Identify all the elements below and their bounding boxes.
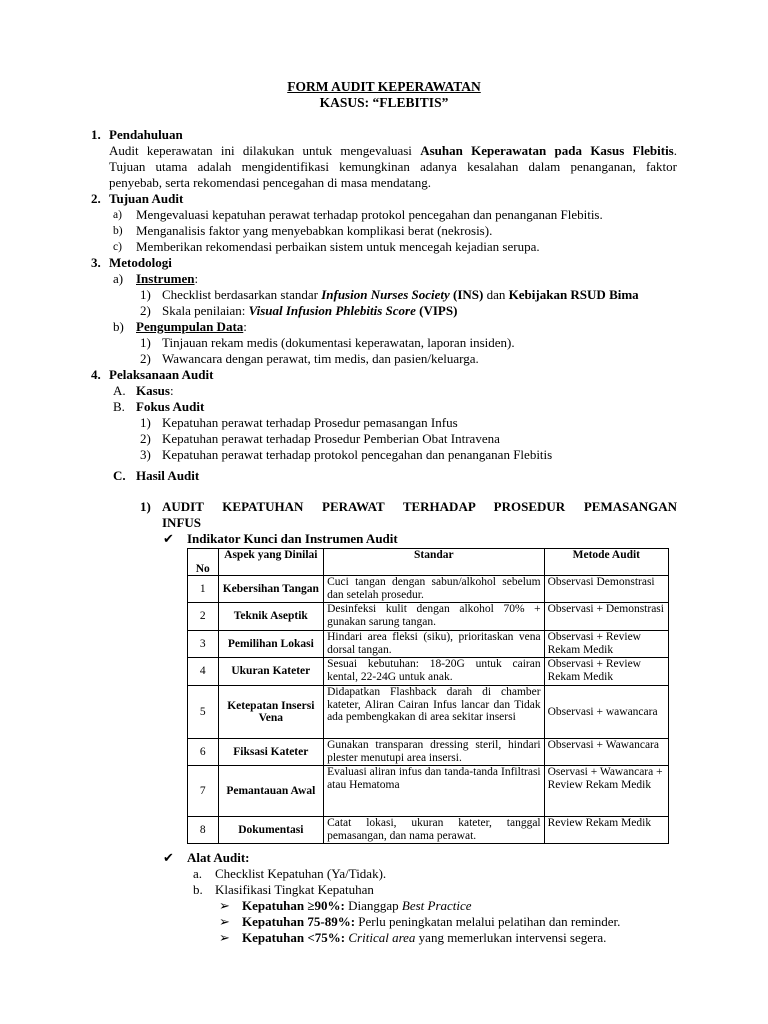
cell-standar: Catat lokasi, ukuran kateter, tanggal pemasangan, dan nama perawat. <box>324 817 545 844</box>
kepatuhan-low: Kepatuhan <75%: Critical area yang memerlukan intervensi segera. <box>242 930 607 945</box>
fokus-item-marker: 1) <box>140 415 151 430</box>
section3b2-marker: 2) <box>140 351 151 366</box>
audit1-title-line2: INFUS <box>162 515 202 530</box>
section3a1-marker: 1) <box>140 287 151 302</box>
section3b1-marker: 1) <box>140 335 151 350</box>
section3a1-text: Checklist berdasarkan standar Infusion Nurses Society (INS) dan Kebijakan RSUD Bima <box>162 287 639 302</box>
cell-metode: Observasi Demonstrasi <box>544 576 668 603</box>
section4B-marker: B. <box>113 399 125 414</box>
cell-aspek: Fiksasi Kateter <box>218 739 324 766</box>
header-standar: Standar <box>324 549 545 576</box>
arrow-bullet-icon: ➢ <box>219 914 230 929</box>
alat-heading: Alat Audit: <box>187 850 250 865</box>
section2-item: Mengevaluasi kepatuhan perawat terhadap protokol pencegahan dan penanganan Flebitis. <box>136 207 603 222</box>
alat-item: Checklist Kepatuhan (Ya/Tidak). <box>215 866 387 881</box>
section1-line1: Audit keperawatan ini dilakukan untuk mengevaluasi Asuhan Keperawatan pada Kasus Flebitis. <box>109 143 677 158</box>
table-row <box>188 739 669 766</box>
arrow-bullet-icon: ➢ <box>219 930 230 945</box>
arrow-bullet-icon: ➢ <box>219 898 230 913</box>
cell-metode: Observasi + Review Rekam Medik <box>544 631 668 658</box>
section3a-label: Instrumen: <box>136 271 199 286</box>
cell-standar: Didapatkan Flashback darah di chamber kateter, Aliran Cairan Infus lancar dan Tidak ada pembengkakan di area sekitar insersi <box>324 686 545 739</box>
section3b-label: Pengumpulan Data: <box>136 319 247 334</box>
section4-number: 4. <box>91 367 101 382</box>
alat-item: Klasifikasi Tingkat Kepatuhan <box>215 882 374 897</box>
cell-standar: Sesuai kebutuhan: 18-20G untuk cairan kental, 22-24G untuk anak. <box>324 658 545 686</box>
cell-aspek: Pemantauan Awal <box>218 766 324 817</box>
section4-heading: Pelaksanaan Audit <box>109 367 214 382</box>
checkmark-icon: ✔ <box>163 850 174 865</box>
form-title: FORM AUDIT KEPERAWATAN <box>287 79 481 94</box>
table-row <box>188 603 669 631</box>
cell-no: 3 <box>188 631 219 658</box>
cell-metode: Oservasi + Wawancara + Review Rekam Medik <box>544 766 668 817</box>
cell-aspek: Dokumentasi <box>218 817 324 844</box>
section1-line2: Tujuan utama adalah mengidentifikasi kemungkinan adanya kesalahan dalam penanganan, faktor <box>109 159 677 174</box>
fokus-item: Kepatuhan perawat terhadap Prosedur pemasangan Infus <box>162 415 458 430</box>
cell-metode: Observasi + wawancara <box>544 686 668 739</box>
cell-no: 8 <box>188 817 219 844</box>
section2-item-marker: a) <box>113 209 122 221</box>
section3-heading: Metodologi <box>109 255 172 270</box>
cell-aspek: Ketepatan Insersi Vena <box>218 686 324 739</box>
section1-number: 1. <box>91 127 101 142</box>
kepatuhan-best: Kepatuhan ≥90%: Dianggap Best Practice <box>242 898 472 913</box>
section3a2-marker: 2) <box>140 303 151 318</box>
header-aspek: Aspek yang Dinilai <box>218 549 324 576</box>
section1-line3: penyebab, serta rekomendasi pencegahan di masa mendatang. <box>109 175 431 190</box>
cell-standar: Cuci tangan dengan sabun/alkohol sebelum dan setelah prosedur. <box>324 576 545 603</box>
audit1-title-line1: AUDIT KEPATUHAN PERAWAT TERHADAP PROSEDUR PEMASANGAN <box>162 499 677 514</box>
section3-number: 3. <box>91 255 101 270</box>
fokus-item-marker: 3) <box>140 447 151 462</box>
cell-metode: Observasi + Review Rekam Medik <box>544 658 668 686</box>
cell-no: 4 <box>188 658 219 686</box>
section4B-label: Fokus Audit <box>136 399 205 414</box>
cell-standar: Hindari area fleksi (siku), prioritaskan vena dorsal tangan. <box>324 631 545 658</box>
section2-heading: Tujuan Audit <box>109 191 184 206</box>
section1-heading: Pendahuluan <box>109 127 183 142</box>
cell-aspek: Teknik Aseptik <box>218 603 324 631</box>
indicator-heading: Indikator Kunci dan Instrumen Audit <box>187 531 398 546</box>
section4A-marker: A. <box>113 383 126 398</box>
section3a-marker: a) <box>113 271 124 286</box>
cell-no: 7 <box>188 766 219 817</box>
cell-no: 2 <box>188 603 219 631</box>
cell-no: 5 <box>188 686 219 739</box>
table-row <box>188 658 669 686</box>
cell-standar: Evaluasi aliran infus dan tanda-tanda Infiltrasi atau Hematoma <box>324 766 545 817</box>
header-metode: Metode Audit <box>544 549 668 576</box>
table-row <box>188 686 669 739</box>
table-row <box>188 576 669 603</box>
section3b-marker: b) <box>113 319 124 334</box>
cell-metode: Review Rekam Medik <box>544 817 668 844</box>
cell-standar: Desinfeksi kulit dengan alkohol 70% + gunakan sarung tangan. <box>324 603 545 631</box>
cell-metode: Observasi + Demonstrasi <box>544 603 668 631</box>
table-row <box>188 766 669 817</box>
audit1-number: 1) <box>140 499 151 514</box>
checkmark-icon: ✔ <box>163 531 174 546</box>
cell-no: 1 <box>188 576 219 603</box>
cell-metode: Observasi + Wawancara <box>544 739 668 766</box>
table-row <box>188 817 669 844</box>
table-header-row <box>188 549 669 576</box>
header-no: No <box>188 549 219 576</box>
audit-indicator-table <box>187 548 669 844</box>
cell-no: 6 <box>188 739 219 766</box>
cell-aspek: Ukuran Kateter <box>218 658 324 686</box>
fokus-item: Kepatuhan perawat terhadap Prosedur Pemberian Obat Intravena <box>162 431 500 446</box>
section3b1-text: Tinjauan rekam medis (dokumentasi keperawatan, laporan insiden). <box>162 335 515 350</box>
section3a2-text: Skala penilaian: Visual Infusion Phlebitis Score (VIPS) <box>162 303 458 318</box>
cell-standar: Gunakan transparan dressing steril, hindari plester menutupi area insersi. <box>324 739 545 766</box>
section2-number: 2. <box>91 191 101 206</box>
section2-item-marker: b) <box>113 225 123 237</box>
section4A-label: Kasus: <box>136 383 174 398</box>
section4C-marker: C. <box>113 468 126 483</box>
cell-aspek: Pemilihan Lokasi <box>218 631 324 658</box>
fokus-item: Kepatuhan perawat terhadap protokol pencegahan dan penanganan Flebitis <box>162 447 553 462</box>
table-row <box>188 631 669 658</box>
section2-item: Memberikan rekomendasi perbaikan sistem untuk mencegah kejadian serupa. <box>136 239 540 254</box>
section4C-label: Hasil Audit <box>136 468 200 483</box>
fokus-item-marker: 2) <box>140 431 151 446</box>
section2-item: Menganalisis faktor yang menyebabkan komplikasi berat (nekrosis). <box>136 223 493 238</box>
cell-aspek: Kebersihan Tangan <box>218 576 324 603</box>
alat-item-marker: a. <box>193 866 203 881</box>
section2-item-marker: c) <box>113 241 122 253</box>
section3b2-text: Wawancara dengan perawat, tim medis, dan pasien/keluarga. <box>162 351 479 366</box>
alat-item-marker: b. <box>193 882 203 897</box>
form-subtitle: KASUS: “FLEBITIS” <box>319 95 449 110</box>
kepatuhan-mid: Kepatuhan 75-89%: Perlu peningkatan melalui pelatihan dan reminder. <box>242 914 621 929</box>
